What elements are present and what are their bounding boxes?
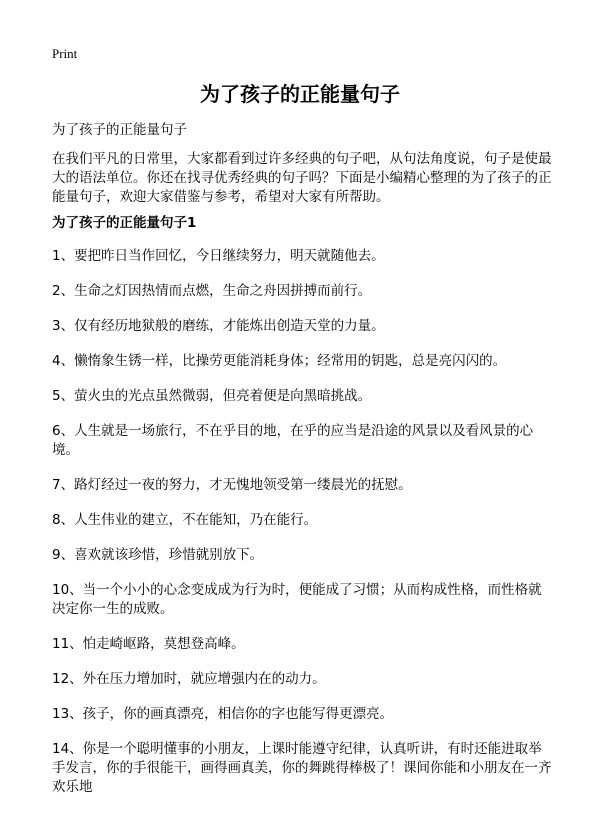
list-item: 9、喜欢就该珍惜，珍惜就别放下。	[52, 547, 264, 563]
list-item: 13、孩子，你的画真漂亮，相信你的字也能写得更漂亮。	[52, 706, 394, 722]
list-item: 5、萤火虫的光点虽然微弱，但亮着便是向黑暗挑战。	[52, 388, 372, 404]
list-item: 1、要把昨日当作回忆，今日继续努力，明天就随他去。	[52, 248, 385, 264]
list-item: 2、生命之灯因热情而点燃，生命之舟因拼搏而前行。	[52, 283, 372, 299]
intro-paragraph: 在我们平凡的日常里，大家都看到过许多经典的句子吧，从句法角度说，句子是使最大的语法单位。你还在找寻优秀经典的句子吗？下面是小编精心整理的为了孩子的正能量句子，欢迎大家借鉴与参考，希望对大家有所帮助。	[52, 151, 552, 205]
document-subtitle: 为了孩子的正能量句子	[52, 122, 187, 138]
page-title: 为了孩子的正能量句子	[200, 82, 400, 106]
list-item: 14、你是一个聪明懂事的小朋友，上课时能遵守纪律，认真听讲，有时还能进取举手发言，你的手很能干，画得画真美，你的舞跳得棒极了！课间你能和小朋友在一齐欢乐地	[52, 741, 552, 795]
list-item: 6、人生就是一场旅行，不在乎目的地，在乎的应当是沿途的风景以及看风景的心境。	[52, 423, 534, 458]
list-item: 3、仅有经历地狱般的磨练，才能炼出创造天堂的力量。	[52, 318, 385, 334]
list-item: 11、怕走崎岖路，莫想登高峰。	[52, 636, 245, 652]
list-item: 8、人生伟业的建立，不在能知，乃在能行。	[52, 512, 318, 528]
list-item: 7、路灯经过一夜的努力，才无愧地领受第一缕晨光的抚慰。	[52, 477, 412, 493]
section-heading: 为了孩子的正能量句子1	[52, 215, 197, 231]
sentence-list	[52, 247, 552, 813]
list-item: 4、懒惰象生锈一样，比操劳更能消耗身体；经常用的钥匙，总是亮闪闪的。	[52, 353, 507, 369]
list-item: 12、外在压力增加时，就应增强内在的动力。	[52, 671, 326, 687]
print-label: Print	[52, 46, 78, 61]
list-item: 10、当一个小小的心念变成成为行为时，便能成了习惯；从而构成性格，而性格就决定你一生的成败。	[52, 582, 542, 617]
